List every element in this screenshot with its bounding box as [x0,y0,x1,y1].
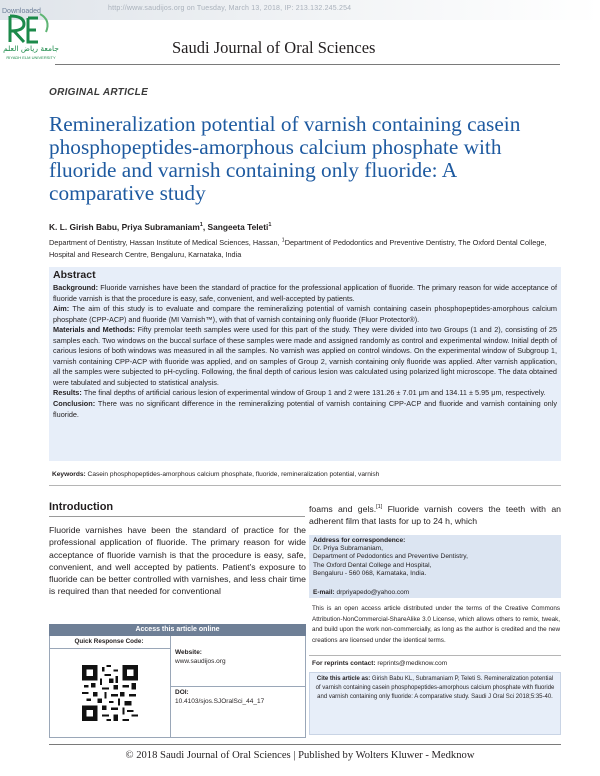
article-type: ORIGINAL ARTICLE [49,87,149,98]
website-link[interactable]: www.saudijos.org [175,658,226,665]
correspondence-heading: Address for correspondence: [313,537,406,544]
license-divider [309,655,561,656]
intro-continued-text-1: foams and gels. [309,504,377,514]
introduction-continued [309,503,561,528]
doi-link[interactable]: 10.4103/sjos.SJOralSci_44_17 [175,698,265,705]
abstract-background-text: Fluoride varnishes have been the standard of practice for the professional application of fluoride. The primary reason for wide acceptance of fluoride varnish is that the procedure is easy, safe, convenient, and well-accepted by patients. [53,283,557,303]
journal-name: Saudi Journal of Oral Sciences [172,38,376,57]
qr-code-label: Quick Response Code: [74,638,144,645]
author-affil-mark-1: 1 [199,222,203,229]
license-notice: This is an open access article distributed under the terms of the Creative Commons Attribution-NonCommercial-ShareAlike 3.0 License, which allows others to remix, tweak, and build upon the work non-commercially, as long as the author is credited and the new creations are licensed under the identical terms. [312,605,560,644]
abstract-aim-text: The aim of this study is to evaluate and compare the remineralizing potential of varnish containing casein phosphopeptides-amorphous calcium phosphate (CPP-ACP) and fluoride (MI Varnish™), with that of varnish containing only fluoride (Fluor Protector®). [53,304,557,324]
introduction-divider [49,516,305,517]
affiliation-1: Department of Dentistry, Hassan Institute of Medical Sciences, Hassan, [49,238,282,247]
introduction-heading: Introduction [49,501,114,513]
logo-english-text: RIYADH ELM UNIVERSITY [6,55,56,60]
correspondence-line: Department of Pedodontics and Preventive Dentistry, [313,553,468,561]
abstract-background-label: Background: [53,283,98,292]
correspondence-address [313,545,558,579]
reference-1-link[interactable]: [1] [376,504,383,511]
keywords-line [52,471,560,478]
keywords-divider [49,485,561,486]
access-box-column-divider [170,636,171,738]
author-names-2: , Sangeeta Teleti [202,222,269,232]
introduction-paragraph: Fluoride varnishes have been the standard of practice for the professional application of fluoride. The primary reason for wide acceptance of fluoride varnish is that the procedure is easy, safe, convenient, and well accepted by patients. Patient's exposure to fluoride can be better controlled with varnishes, and less chair time is required than that needed for conventional [49,525,306,597]
citation-label: Cite this article as: [316,676,371,682]
citation-text [315,675,555,702]
article-title: Remineralization potential of varnish containing casein phosphopeptides-amorphous calcium phosphate with fluoride and varnish containing only fluoride: A comparative study [49,112,521,205]
correspondence-email [313,589,409,596]
intro-continued-text-2: Fluoride varnish covers the teeth with an adherent film that lasts for up to 24 h, which [309,504,561,527]
abstract-heading: Abstract [53,269,96,281]
access-article-header: Access this article online [49,624,306,636]
abstract-methods-text: Fifty premolar teeth samples were used for this part of the study. They were divided into two Groups (1 and 2), consisting of 25 samples each. Two windows on the buccal surface of these samples were made and assigned randomly as control and experimental window. Initial depth of carious lesions of both windows was measured in all the samples. No varnish was applied on control windows. On the experimental window of Subgroup 1, varnish containing CPP-ACP with fluoride was applied, and on samples of Group 2, varnish containing only fluoride was applied. After varnish application, all the samples were subjected to pH-cycling. Following, the final depth of carious lesion was calculated using polarized light microscope. The data obtained were tabulated and subjected to statistical analysis. [53,325,557,387]
affiliation-2: Department of Pedodontics and Preventive Dentistry, The Oxford Dental College, Hospital and Research Centre, Bengaluru, Karnataka, India [49,238,547,259]
reprints-label: For reprints contact: [312,660,376,667]
abstract-results-text: The final depths of artificial carious lesion of experimental window of Group 1 and 2 were 131.26 ± 7.01 μm and 134.11 ± 5.95 μm, respectively. [81,388,546,398]
abstract-conclusion [53,399,557,420]
author-affil-mark-2: 1 [268,222,272,229]
email-label: E-mail: [313,589,335,596]
keywords-label: Keywords: [52,471,86,478]
correspondence-line: Dr. Priya Subramaniam, [313,545,383,552]
author-list [49,222,271,232]
abstract-methods-label: Materials and Methods: [53,325,136,335]
abstract-aim [53,304,557,325]
abstract-results [53,388,557,399]
affiliations [49,237,561,261]
correspondence-line: The Oxford Dental College and Hospital, [313,561,432,569]
keywords-text: Casein phosphopeptides-amorphous calcium phosphate, fluoride, remineralization potential, varnish [85,471,380,478]
abstract-methods [53,325,557,388]
abstract-body [53,283,557,420]
correspondence-line: Bengaluru - 560 068, Karnataka, India. [313,570,427,578]
citation-body: Girish Babu KL, Subramaniam P, Teleti S. Remineralization potential of varnish containing casein phosphopeptides-amorphous calcium phosphate with fluoride and varnish containing only fluoride: A comparative study. Saudi J Oral Sci 2018;5:35-40. [315,676,555,700]
abstract-conclusion-text: There was no significant difference in the remineralizing potential of varnish containing CPP-ACP and fluoride and varnish containing only fluoride. [53,399,557,419]
affiliation-mark: 1 [281,237,285,244]
footer-copyright: © 2018 Saudi Journal of Oral Sciences | Published by Wolters Kluwer - Medknow [125,750,475,761]
website-divider [170,686,306,687]
author-names-1: K. L. Girish Babu, Priya Subramaniam [49,222,200,232]
reprints-email[interactable]: reprints@medknow.com [375,660,448,667]
logo-arabic-text: جامعة رياض العلم [3,44,59,53]
downloaded-label: Downloaded [2,8,41,15]
doi-label: DOI: [175,689,189,696]
qr-label-divider [49,648,170,649]
reprints-line [312,660,447,667]
download-strip-text: http://www.saudijos.org on Tuesday, March 13, 2018, IP: 213.132.245.254 [108,5,352,12]
header-divider [55,64,560,65]
abstract-results-label: Results: [53,388,82,398]
email-link[interactable]: drpriyapedo@yahoo.com [334,589,410,596]
qr-code[interactable] [82,665,138,721]
abstract-background [53,283,557,304]
footer-divider [49,744,561,745]
website-label: Website: [175,649,202,656]
abstract-conclusion-label: Conclusion: [53,399,96,409]
abstract-aim-label: Aim: [53,304,70,314]
